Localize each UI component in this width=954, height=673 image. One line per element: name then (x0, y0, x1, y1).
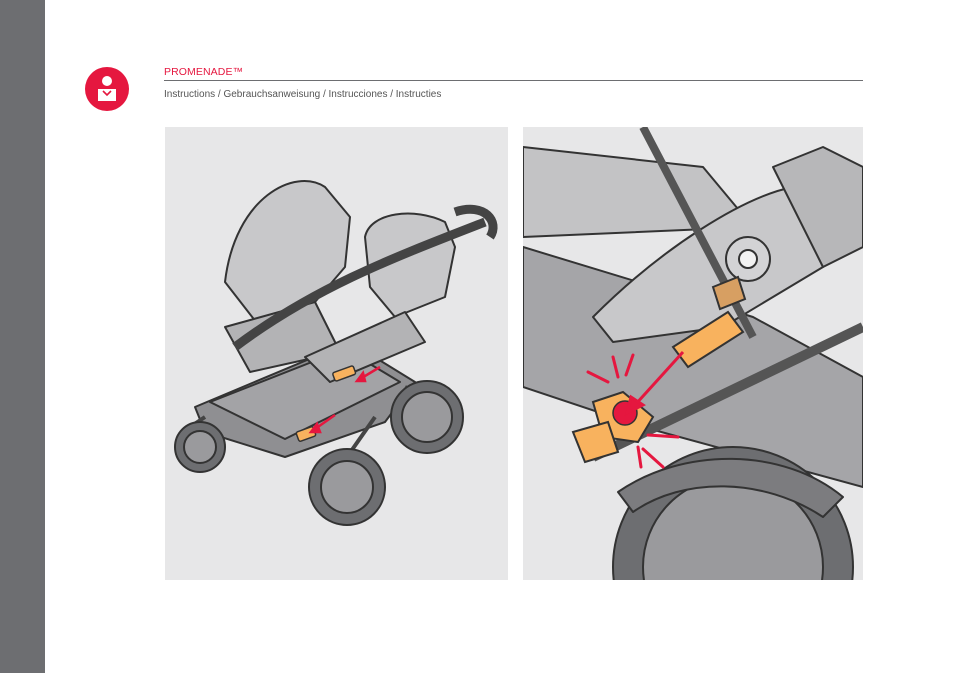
connector-closeup-panel (523, 127, 863, 580)
sidebar-strip (0, 0, 45, 673)
seat-connector-closeup-illustration (523, 127, 863, 580)
header-divider (164, 80, 863, 81)
page-subtitle: Instructions / Gebrauchsanweisung / Instrucciones / Instructies (164, 89, 442, 100)
double-stroller-overview-illustration (165, 127, 508, 580)
person-icon (85, 67, 129, 111)
stroller-overview-panel (165, 127, 508, 580)
page-title: PROMENADE™ (164, 66, 244, 78)
